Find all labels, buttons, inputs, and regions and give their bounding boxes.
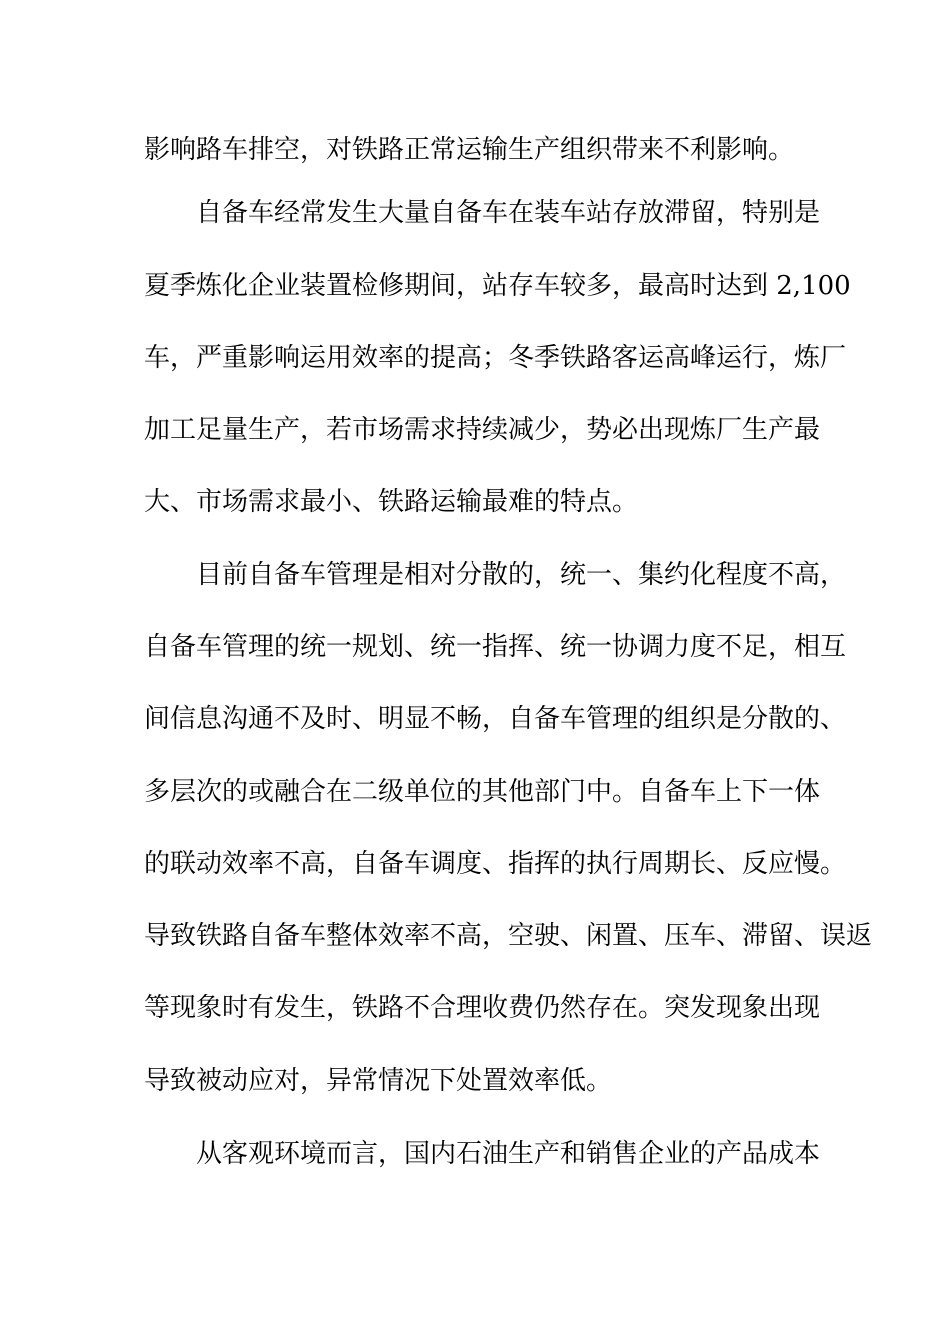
text-line-15: 从客观环境而言，国内石油生产和销售企业的产品成本 — [196, 1139, 821, 1169]
text-line-7: 目前自备车管理是相对分散的，统一、集约化程度不高， — [196, 560, 847, 590]
text-line-13: 等现象时有发生，铁路不合理收费仍然存在。突发现象出现 — [144, 993, 821, 1023]
text-line-1: 影响路车排空，对铁路正常运输生产组织带来不利影响。 — [144, 135, 795, 165]
text-line-5: 加工足量生产，若市场需求持续减少，势必出现炼厂生产最 — [144, 415, 821, 445]
text-line-2: 自备车经常发生大量自备车在装车站存放滞留，特别是 — [196, 198, 821, 228]
text-line-4: 车，严重影响运用效率的提高；冬季铁路客运高峰运行，炼厂 — [144, 343, 847, 373]
text-line-12: 导致铁路自备车整体效率不高，空驶、闲置、压车、滞留、误返 — [144, 921, 873, 951]
text-line-14: 导致被动应对，异常情况下处置效率低。 — [144, 1066, 613, 1096]
text-line-10: 多层次的或融合在二级单位的其他部门中。自备车上下一体 — [144, 777, 821, 807]
text-line-9: 间信息沟通不及时、明显不畅，自备车管理的组织是分散的、 — [144, 704, 847, 734]
text-line-6: 大、市场需求最小、铁路运输最难的特点。 — [144, 487, 639, 517]
text-line-11: 的联动效率不高，自备车调度、指挥的执行周期长、反应慢。 — [144, 849, 847, 879]
text-line-3: 夏季炼化企业装置检修期间，站存车较多，最高时达到 2,100 — [144, 271, 851, 301]
text-line-8: 自备车管理的统一规划、统一指挥、统一协调力度不足，相互 — [144, 632, 847, 662]
